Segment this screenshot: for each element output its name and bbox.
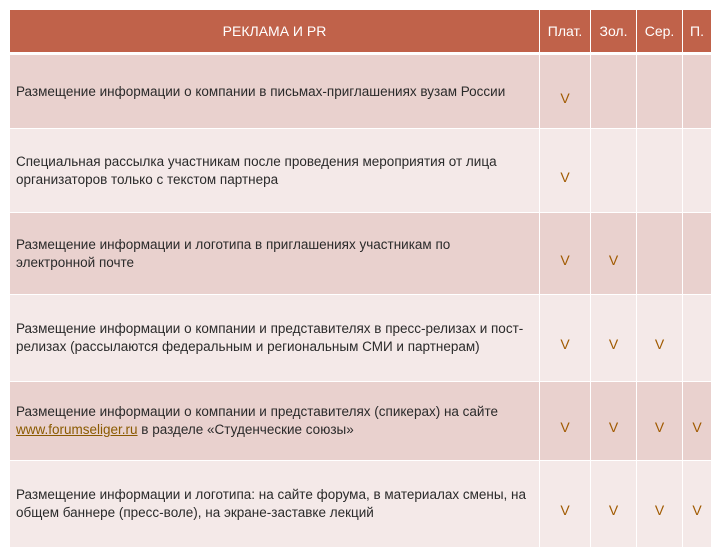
column-header-partner: П. <box>683 10 711 55</box>
forum-site-link[interactable]: www.forumseliger.ru <box>16 422 138 437</box>
column-header-gold: Зол. <box>591 10 637 55</box>
mark-partner <box>683 213 711 295</box>
mark-gold <box>591 461 637 548</box>
table-row <box>10 295 711 382</box>
row-description: Размещение информации и логотипа в приглашениях участникам по электронной почте <box>10 213 540 295</box>
check-mark: V <box>608 336 619 352</box>
table-header-row <box>10 10 711 55</box>
mark-gold <box>591 129 637 213</box>
check-mark: V <box>692 502 702 518</box>
table-row <box>10 129 711 213</box>
mark-gold <box>591 55 637 129</box>
mark-silver <box>637 129 683 213</box>
table-row <box>10 461 711 548</box>
column-header-silver: Сер. <box>637 10 683 55</box>
row-description: Размещение информации и логотипа: на сайте форума, в материалах смены, на общем баннере (пресс-воле), на экране-заставке лекций <box>10 461 540 548</box>
mark-platinum <box>540 213 591 295</box>
mark-gold <box>591 382 637 461</box>
mark-partner <box>683 461 711 548</box>
mark-silver <box>637 55 683 129</box>
check-mark: V <box>560 89 570 106</box>
check-mark: V <box>560 336 570 352</box>
mark-gold <box>591 213 637 295</box>
mark-platinum <box>540 129 591 213</box>
check-mark: V <box>560 419 570 435</box>
mark-silver <box>637 213 683 295</box>
mark-silver <box>637 382 683 461</box>
mark-partner <box>683 295 711 382</box>
mark-partner <box>683 129 711 213</box>
check-mark: V <box>560 251 570 268</box>
check-mark: V <box>560 168 570 185</box>
column-header-platinum: Плат. <box>540 10 591 55</box>
table-row <box>10 213 711 295</box>
mark-platinum <box>540 295 591 382</box>
mark-silver <box>637 295 683 382</box>
mark-silver <box>637 461 683 548</box>
row-description: Специальная рассылка участникам после проведения мероприятия от лица организаторов только с текстом партнера <box>10 129 540 213</box>
row-description <box>10 382 540 461</box>
check-mark: V <box>608 251 619 268</box>
table-title: РЕКЛАМА И PR <box>10 10 540 55</box>
row-description-end: в разделе «Студенческие союзы» <box>137 422 354 437</box>
mark-platinum <box>540 382 591 461</box>
mark-gold <box>591 295 637 382</box>
check-mark: V <box>654 419 665 435</box>
check-mark: V <box>654 336 665 352</box>
check-mark: V <box>654 502 665 518</box>
row-description: Размещение информации о компании и представителях в пресс-релизах и пост-релизах (рассылаются федеральным и региональным СМИ и партнерам) <box>10 295 540 382</box>
check-mark: V <box>560 502 570 518</box>
check-mark: V <box>608 502 619 518</box>
sponsor-benefits-table <box>10 10 711 548</box>
check-mark: V <box>692 419 702 435</box>
row-description-start: Размещение информации о компании и представителях (спикерах) на сайте <box>16 404 499 419</box>
mark-partner <box>683 55 711 129</box>
table-row <box>10 55 711 129</box>
table-row <box>10 382 711 461</box>
row-description: Размещение информации о компании в письмах-приглашениях вузам России <box>10 55 540 129</box>
mark-platinum <box>540 461 591 548</box>
mark-platinum <box>540 55 591 129</box>
mark-partner <box>683 382 711 461</box>
check-mark: V <box>608 419 619 435</box>
